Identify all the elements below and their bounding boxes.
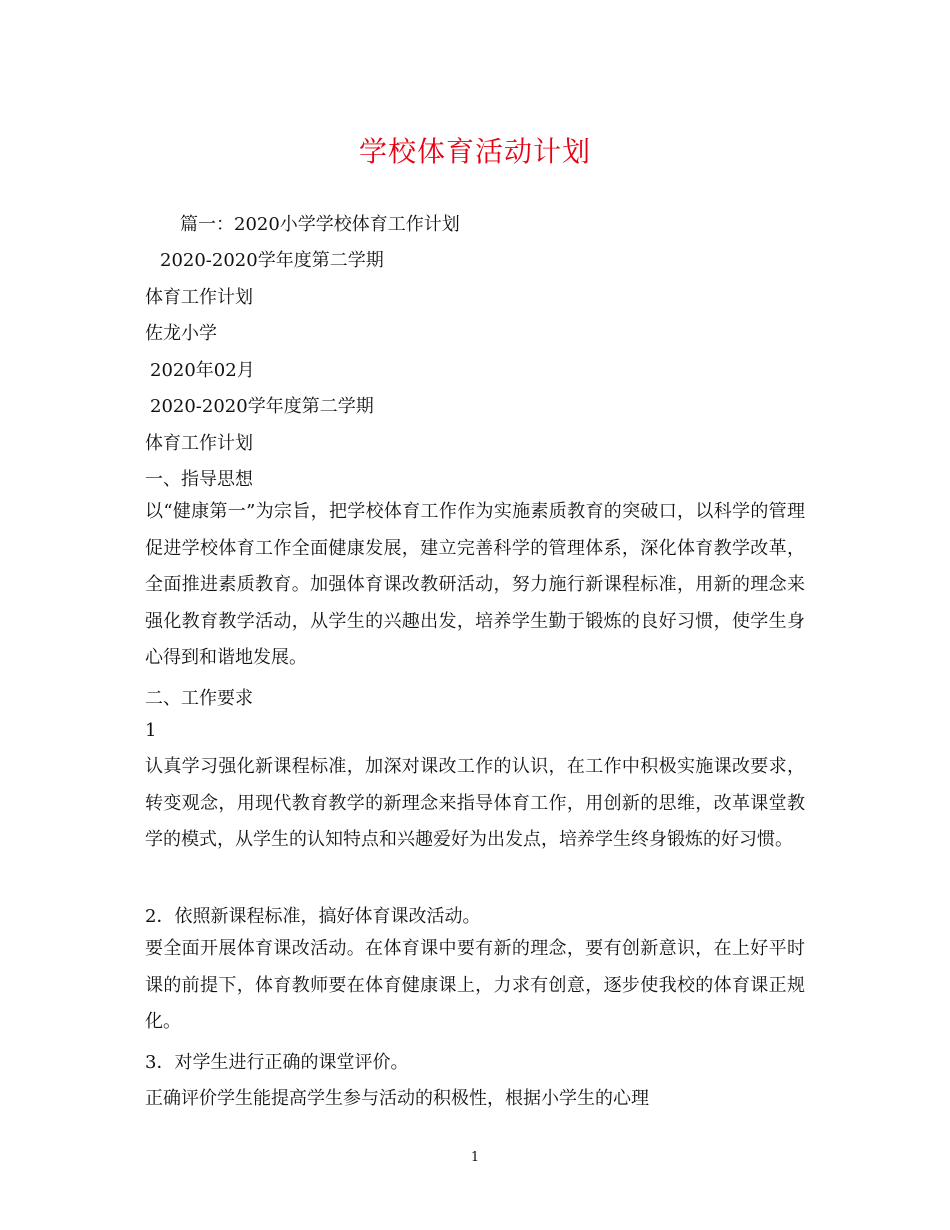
section-heading: 二、工作要求 [145, 688, 253, 709]
paragraph: 认真学习强化新课程标准，加深对课改工作的认识，在工作中积极实施课改要求，转变观念，用现代教育教学的新理念来指导体育工作，用创新的思维，改革课堂教学的模式，从学生的认知特点和兴趣爱好为出发点，培养学生终身锻炼的好习惯。 [145, 756, 805, 850]
plan-title-line: 体育工作计划 [145, 433, 253, 454]
semester-line: 2020-2020学年度第二学期 [160, 250, 384, 271]
item-heading: 3．对学生进行正确的课堂评价。 [145, 1052, 409, 1073]
paragraph: 以“健康第一”为宗旨，把学校体育工作作为实施素质教育的突破口，以科学的管理促进学校体育工作全面健康发展，建立完善科学的管理体系，深化体育教学改革，全面推进素质教育。加强体育课改教研活动，努力施行新课程标准，用新的理念来强化教育教学活动，从学生的兴趣出发，培养学生勤于锻炼的良好习惯，使学生身心得到和谐地发展。 [145, 501, 805, 668]
paragraph: 要全面开展体育课改活动。在体育课中要有新的理念，要有创新意识，在上好平时课的前提下，体育教师要在体育健康课上，力求有创意，逐步使我校的体育课正规化。 [145, 938, 805, 1032]
semester-line: 2020-2020学年度第二学期 [150, 396, 374, 417]
item-number: 1 [145, 720, 157, 741]
school-name-line: 佐龙小学 [145, 323, 217, 344]
document-title: 学校体育活动计划 [358, 135, 591, 168]
chapter-heading: 篇一：2020小学学校体育工作计划 [180, 214, 460, 235]
item-heading: 2．依照新课程标准，搞好体育课改活动。 [145, 906, 481, 927]
plan-title-line: 体育工作计划 [145, 287, 253, 308]
section-heading: 一、指导思想 [145, 469, 253, 490]
paragraph: 正确评价学生能提高学生参与活动的积极性，根据小学生的心理 [145, 1088, 649, 1109]
page-number: 1 [470, 1150, 480, 1165]
date-line: 2020年02月 [150, 360, 255, 381]
